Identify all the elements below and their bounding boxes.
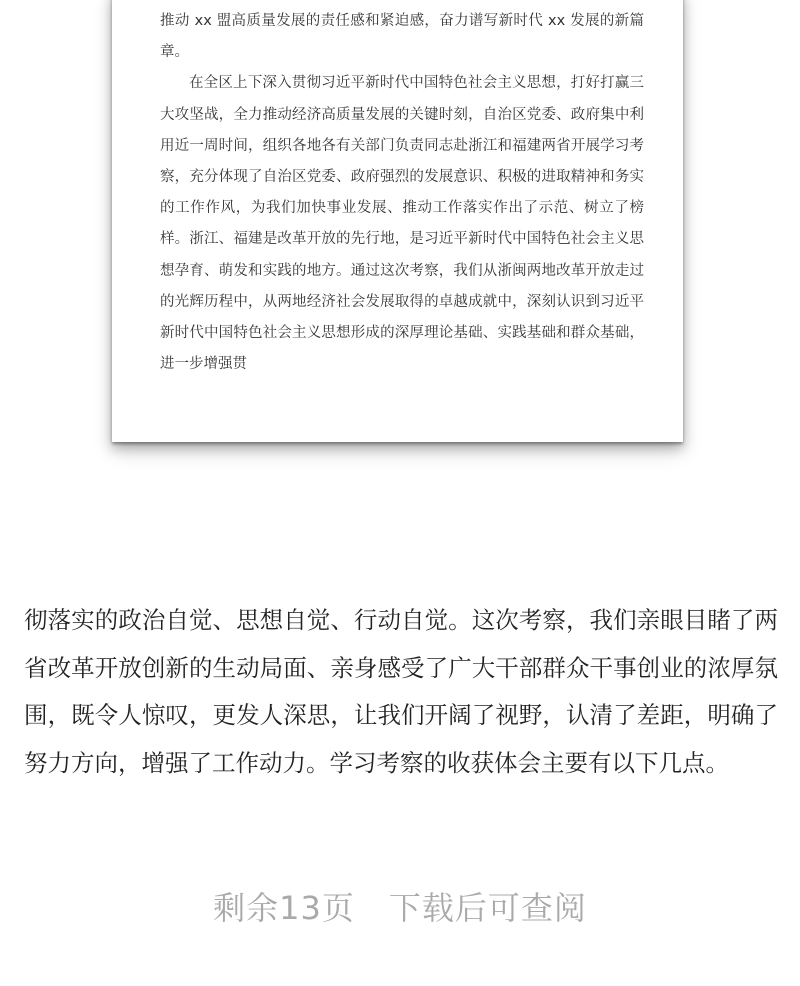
remaining-pages-label: 剩余13页 bbox=[213, 889, 355, 927]
continuation-text: 彻落实的政治自觉、思想自觉、行动自觉。这次考察，我们亲眼目睹了两省改革开放创新的生动局面、亲身感受了广大干部群众干事创业的浓厚氛围，既令人惊叹，更发人深思，让我们开阔了视野，认清了差距，明确了努力方向，增强了工作动力。学习考察的收获体会主要有以下几点。 bbox=[24, 606, 778, 777]
paragraph-tail: 推动 xx 盟高质量发展的责任感和紧迫感，奋力谱写新时代 xx 发展的新篇章。 bbox=[160, 13, 644, 61]
document-page-preview bbox=[112, 0, 683, 442]
download-prompt[interactable] bbox=[0, 884, 800, 932]
download-hint-label: 下载后可查阅 bbox=[388, 889, 587, 927]
document-page-text bbox=[160, 6, 644, 380]
paragraph-main: 在全区上下深入贯彻习近平新时代中国特色社会主义思想，打好打赢三大攻坚战，全力推动经济高质量发展的关键时刻，自治区党委、政府集中利用近一周时间，组织各地各有关部门负责同志赴浙江和福建两省开展学习考察，充分体现了自治区党委、政府强烈的发展意识、积极的进取精神和务实的工作作风，为我们加快事业发展、推动工作落实作出了示范、树立了榜样。浙江、福建是改革开放的先行地，是习近平新时代中国特色社会主义思想孕育、萌发和实践的地方。通过这次考察，我们从浙闽两地改革开放走过的光辉历程中，从两地经济社会发展取得的卓越成就中，深刻认识到习近平新时代中国特色社会主义思想形成的深厚理论基础、实践基础和群众基础，进一步增强贯 bbox=[160, 75, 644, 373]
